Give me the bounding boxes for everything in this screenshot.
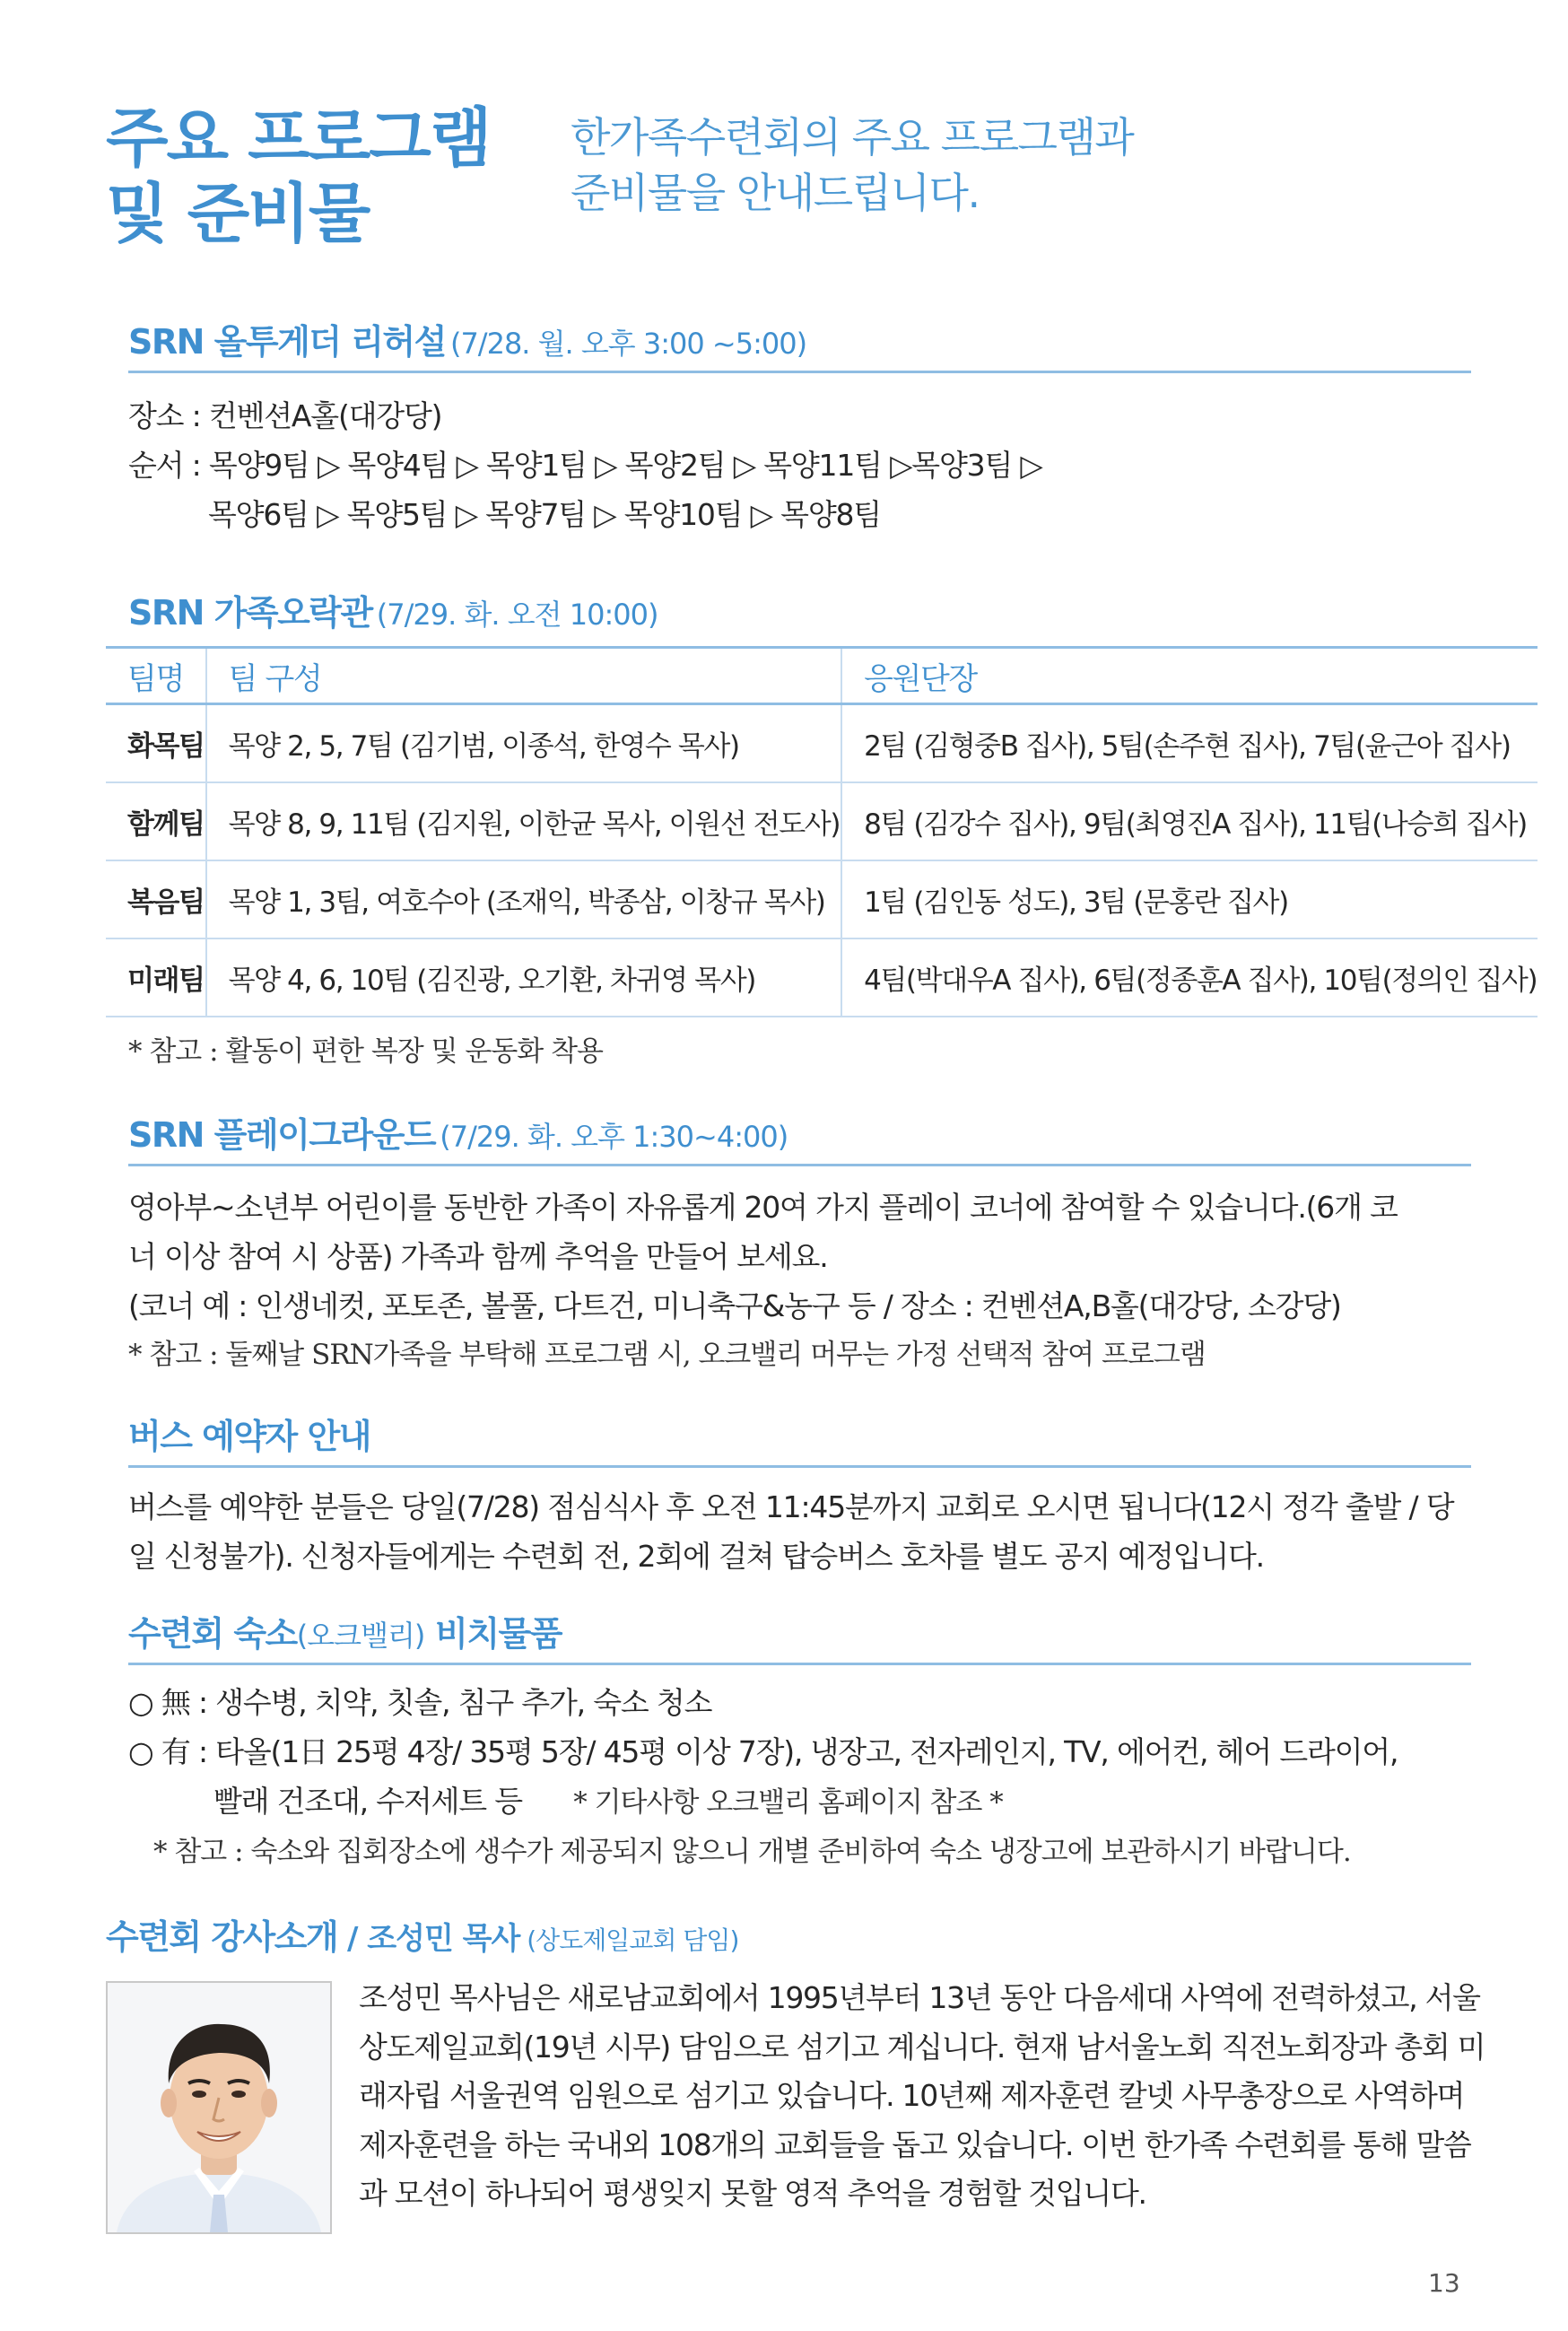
speaker-bio-line: 래자립 서울권역 임원으로 섬기고 있습니다. 10년째 제자훈련 칼넷 사무총장으로 사역하며 [359, 2078, 1465, 2113]
team-cheer-leaders: 8팀 (김강수 집사), 9팀(최영진A 집사), 11팀(나승희 집사) [841, 782, 1538, 860]
page-title-line1: 주요 프로그램 [106, 100, 491, 176]
speaker-bio-line: 조성민 목사님은 새로남교회에서 1995년부터 13년 동안 다음세대 사역에 전력하셨고, 서울 [359, 1980, 1480, 2015]
column-header-team: 팀명 [106, 648, 206, 704]
rehearsal-place: 장소 : 컨벤션A홀(대강당) [128, 398, 442, 433]
bus-body [128, 1482, 1474, 1581]
playground-date: (7/29. 화. 오후 1:30~4:00) [440, 1120, 788, 1154]
speaker-bio-line: 과 모션이 하나되어 평생잊지 못할 영적 추억을 경험할 것입니다. [359, 2176, 1146, 2211]
playground-line1: 영아부~소년부 어린이를 동반한 가족이 자유롭게 20여 가지 플레이 코너에 참여할 수 있습니다.(6개 코 [128, 1190, 1398, 1225]
page-title-line2: 및 준비물 [106, 176, 370, 251]
speaker-bio [359, 1974, 1485, 2219]
playground-body [128, 1183, 1474, 1380]
family-game-heading [128, 585, 658, 634]
rehearsal-body [128, 391, 1474, 539]
lodging-none-line: ○ 無 : 생수병, 치약, 칫솔, 침구 추가, 숙소 청소 [128, 1685, 712, 1720]
speaker-heading [106, 1909, 738, 1959]
family-game-date: (7/29. 화. 오전 10:00) [376, 598, 658, 632]
playground-heading [128, 1107, 1471, 1166]
speaker-bio-line: 상도제일교회(19년 시무) 담임으로 섬기고 계십니다. 현재 남서울노회 직전노회장과 총회 미 [359, 2029, 1485, 2065]
speaker-photo [106, 1981, 332, 2234]
team-members: 목양 1, 3팀, 여호수아 (조재익, 박종삼, 이창규 목사) [206, 860, 841, 939]
playground-line3: (코너 예 : 인생네컷, 포토존, 볼풀, 다트건, 미니축구&농구 등 / 장소 : 컨벤션A,B홀(대강당, 소강당) [128, 1288, 1341, 1323]
bus-title: 버스 예약자 안내 [128, 1417, 370, 1456]
bus-line2: 일 신청불가). 신청자들에게는 수련회 전, 2회에 걸쳐 탑승버스 호차를 별도 공지 예정입니다. [128, 1539, 1264, 1574]
lodging-title-b: (오크밸리) [296, 1619, 425, 1653]
team-name: 복음팀 [106, 860, 206, 939]
playground-title: SRN 플레이그라운드 [128, 1115, 436, 1155]
lodging-title-c: 비치물품 [424, 1614, 562, 1654]
rehearsal-title: SRN 올투게더 리허설 [128, 322, 446, 362]
page-title [106, 100, 572, 251]
speaker-title: 수련회 강사소개 [106, 1917, 338, 1957]
family-game-note: * 참고 : 활동이 편한 복장 및 운동화 착용 [128, 1035, 603, 1068]
speaker-name: / 조성민 목사 [337, 1921, 520, 1957]
lodging-title-a: 수련회 숙소 [128, 1614, 297, 1654]
family-game-table [106, 646, 1538, 1017]
team-name: 미래팀 [106, 939, 206, 1017]
page-number: 13 [1428, 2268, 1460, 2298]
rehearsal-heading [128, 314, 1471, 373]
lodging-have-items: 빨래 건조대, 수저세트 등 [213, 1784, 522, 1819]
column-header-members: 팀 구성 [206, 648, 841, 704]
page-subtitle-line2: 준비물을 안내드립니다. [571, 169, 980, 217]
team-members: 목양 4, 6, 10팀 (김진광, 오기환, 차귀영 목사) [206, 939, 841, 1017]
bus-heading [128, 1409, 1471, 1468]
team-cheer-leaders: 4팀(박대우A 집사), 6팀(정종훈A 집사), 10팀(정의인 집사) [841, 939, 1538, 1017]
team-name: 함께팀 [106, 782, 206, 860]
speaker-bio-line: 제자훈련을 하는 국내외 108개의 교회들을 돕고 있습니다. 이번 한가족 수련회를 통해 말씀 [359, 2126, 1471, 2162]
table-row [106, 782, 1538, 860]
lodging-have-line2 [128, 1777, 1474, 1828]
rehearsal-order-line2: 목양6팀 ▷ 목양5팀 ▷ 목양7팀 ▷ 목양10팀 ▷ 목양8팀 [208, 497, 881, 532]
speaker-portrait-icon [108, 1983, 330, 2232]
team-members: 목양 8, 9, 11팀 (김지원, 이한균 목사, 이원선 전도사) [206, 782, 841, 860]
lodging-have-line1: ○ 有 : 타올(1日 25평 4장/ 35평 5장/ 45평 이상 7장), 냉장고, 전자레인지, TV, 에어컨, 헤어 드라이어, [128, 1734, 1398, 1769]
rehearsal-order-line1: 순서 : 목양9팀 ▷ 목양4팀 ▷ 목양1팀 ▷ 목양2팀 ▷ 목양11팀 ▷목양3팀 ▷ [128, 448, 1042, 483]
bus-line1: 버스를 예약한 분들은 당일(7/28) 점심식사 후 오전 11:45분까지 교회로 오시면 됩니다(12시 정각 출발 / 당 [128, 1489, 1454, 1524]
team-name: 화목팀 [106, 704, 206, 783]
team-cheer-leaders: 1팀 (김인동 성도), 3팀 (문홍란 집사) [841, 860, 1538, 939]
table-row [106, 704, 1538, 783]
rehearsal-date: (7/28. 월. 오후 3:00 ~5:00) [449, 327, 807, 361]
table-header-row [106, 648, 1538, 704]
speaker-church: (상도제일교회 담임) [519, 1925, 739, 1955]
table-row [106, 939, 1538, 1017]
playground-note: * 참고 : 둘째날 SRN가족을 부탁해 프로그램 시, 오크밸리 머무는 가정 선택적 참여 프로그램 [128, 1339, 1206, 1371]
lodging-note: * 참고 : 숙소와 집회장소에 생수가 제공되지 않으니 개별 준비하여 숙소 냉장고에 보관하시기 바랍니다. [153, 1836, 1351, 1868]
lodging-heading [128, 1606, 1471, 1665]
team-members: 목양 2, 5, 7팀 (김기범, 이종석, 한영수 목사) [206, 704, 841, 783]
page-subtitle-line1: 한가족수련회의 주요 프로그램과 [571, 113, 1134, 162]
column-header-cheer: 응원단장 [841, 648, 1538, 704]
family-game-title: SRN 가족오락관 [128, 593, 372, 633]
team-cheer-leaders: 2팀 (김형중B 집사), 5팀(손주현 집사), 7팀(윤근아 집사) [841, 704, 1538, 783]
playground-line2: 너 이상 참여 시 상품) 가족과 함께 추억을 만들어 보세요. [128, 1239, 828, 1274]
lodging-oak-note: * 기타사항 오크밸리 홈페이지 참조 * [573, 1786, 1003, 1819]
lodging-body [128, 1678, 1474, 1877]
table-row [106, 860, 1538, 939]
page-subtitle [571, 109, 1468, 221]
